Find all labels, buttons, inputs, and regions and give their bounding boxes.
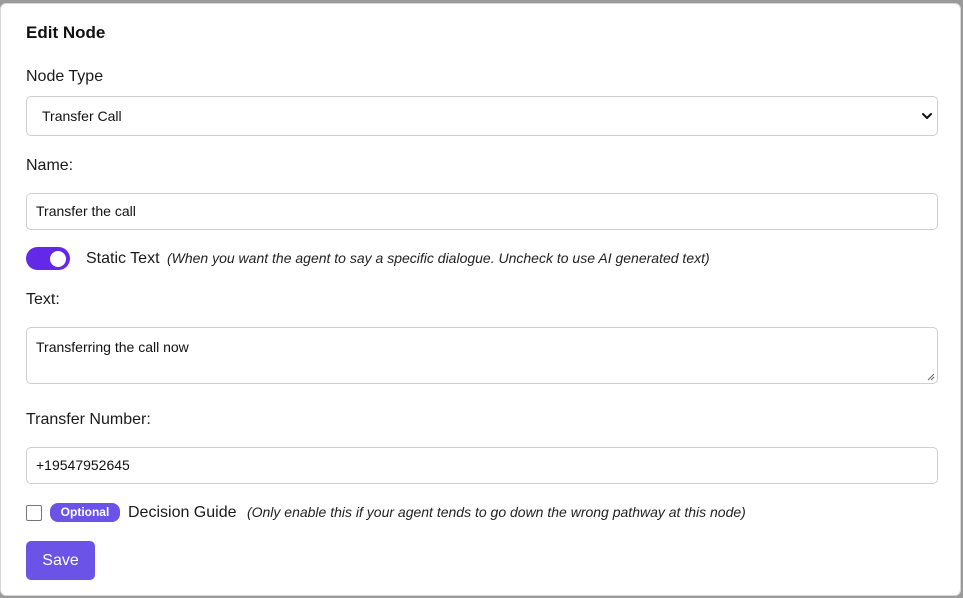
text-label: Text: (26, 291, 60, 308)
name-input-value: Transfer the call (36, 203, 136, 219)
toggle-knob (50, 251, 66, 267)
node-type-selected-value: Transfer Call (42, 108, 122, 124)
decision-guide-row (128, 504, 746, 522)
decision-guide-label: Decision Guide (128, 504, 237, 521)
node-type-select[interactable] (26, 96, 938, 136)
name-label: Name: (26, 157, 74, 174)
node-type-label: Node Type (26, 68, 104, 85)
text-textarea[interactable] (26, 327, 938, 384)
save-button[interactable]: Save (26, 541, 95, 580)
static-text-label: Static Text (86, 250, 160, 267)
static-text-row (86, 250, 710, 268)
text-textarea-value: Transferring the call now (36, 339, 189, 355)
decision-guide-hint: (Only enable this if your agent tends to go down the wrong pathway at this node) (246, 504, 746, 520)
dialog-title: Edit Node (26, 23, 106, 42)
name-input[interactable] (26, 193, 938, 230)
edit-node-dialog (0, 3, 961, 596)
transfer-number-value: +19547952645 (36, 457, 130, 473)
static-text-toggle[interactable] (26, 247, 70, 270)
transfer-number-label: Transfer Number: (26, 411, 151, 428)
chevron-down-icon (921, 110, 933, 122)
resize-grip-icon[interactable] (927, 373, 935, 381)
static-text-hint: (When you want the agent to say a specific dialogue. Uncheck to use AI generated text) (166, 250, 710, 266)
optional-badge: Optional (50, 503, 120, 522)
decision-guide-checkbox[interactable] (26, 505, 42, 521)
transfer-number-input[interactable] (26, 447, 938, 484)
